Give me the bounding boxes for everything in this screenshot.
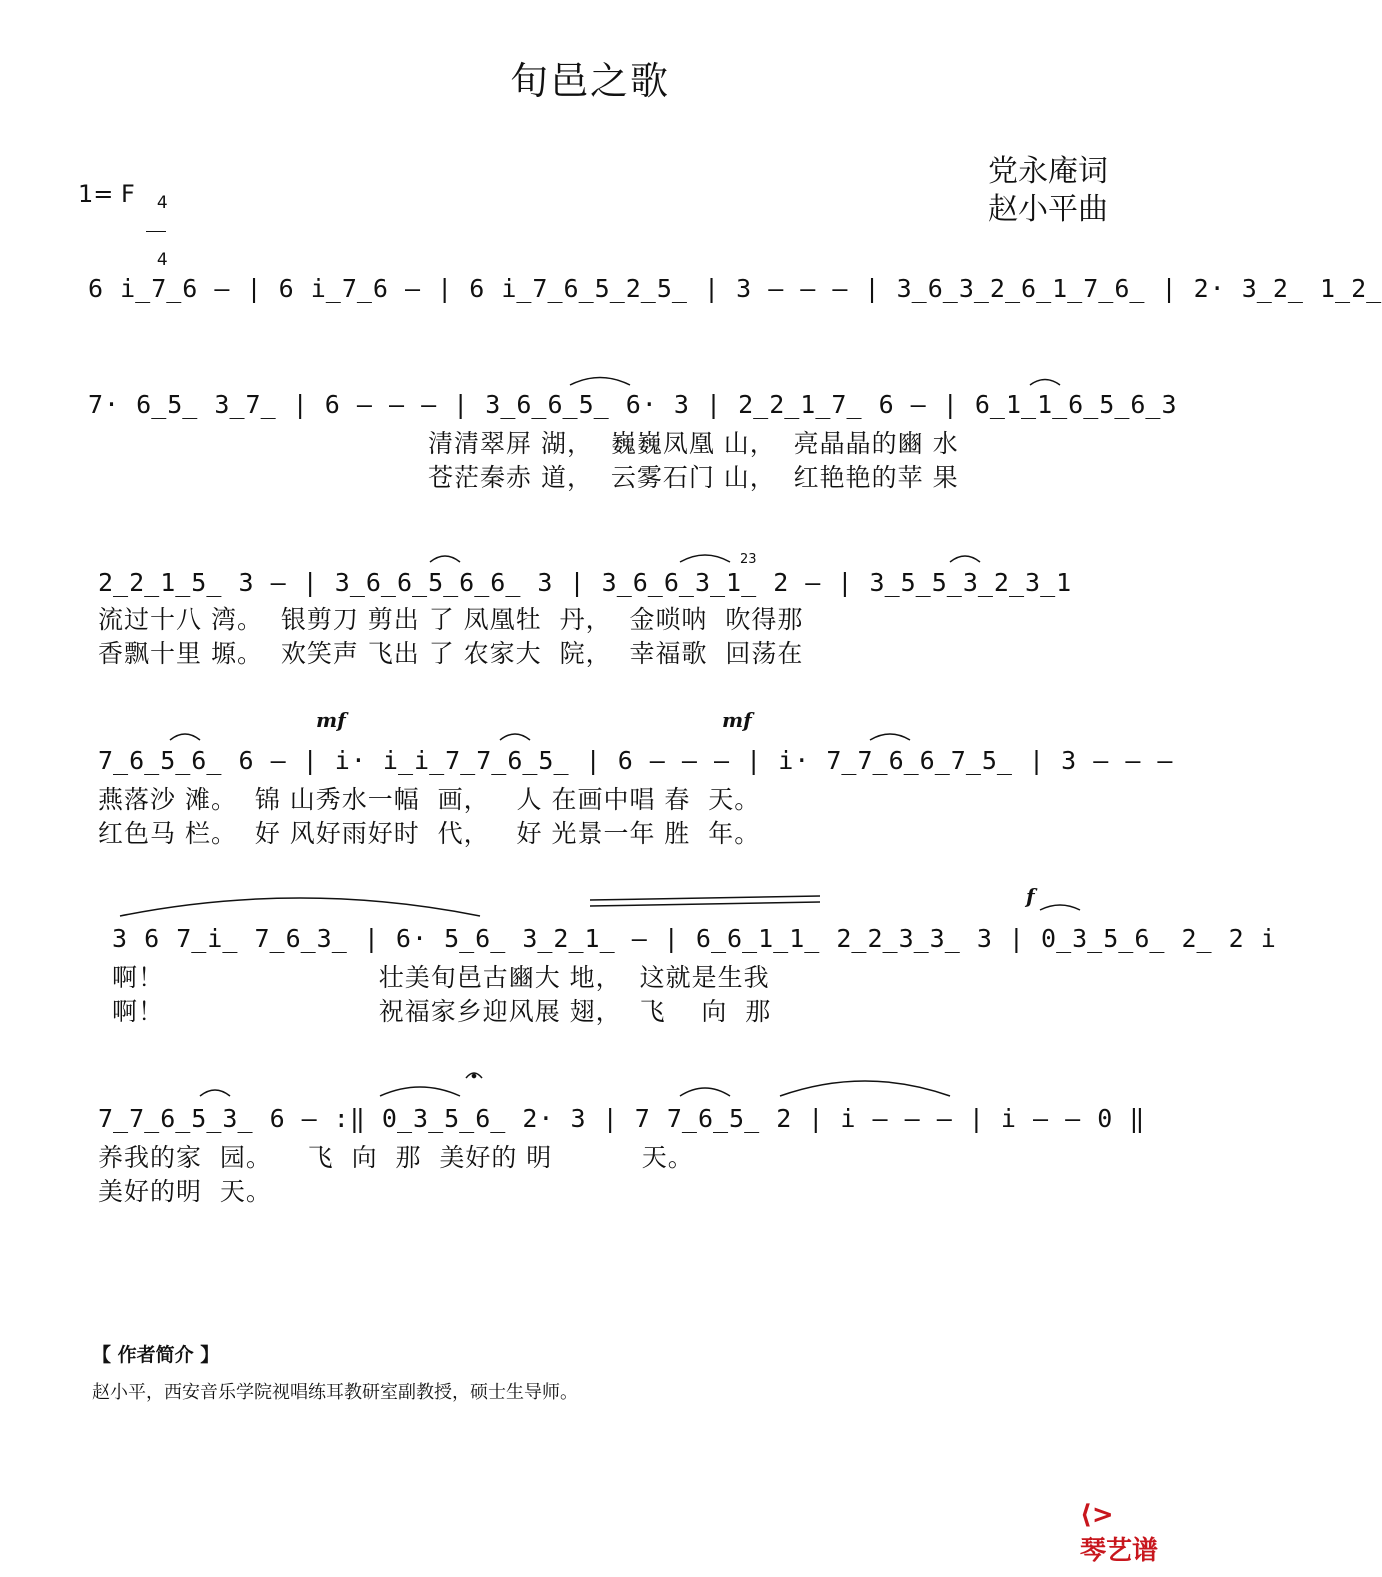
lyricist-credit: 党永庵词 bbox=[988, 154, 1108, 189]
key-signature: 1= F bbox=[78, 180, 135, 208]
lyric-line-4-verse-1: 燕落沙 滩。 锦 山秀水一幅 画， 人 在画中唱 春 天。 bbox=[98, 785, 761, 814]
bio-heading: 【 作者简介 】 bbox=[92, 1344, 220, 1366]
slur-9 bbox=[120, 898, 480, 916]
time-signature-bottom: 4 bbox=[156, 250, 168, 270]
slur-2 bbox=[1030, 380, 1060, 386]
bio-text: 赵小平，西安音乐学院视唱练耳教研室副教授，硕士生导师。 bbox=[92, 1382, 578, 1403]
lyric-line-5-verse-1: 啊！ 壮美旬邑古豳大 地， 这就是生我 bbox=[112, 963, 770, 992]
slur-8 bbox=[870, 734, 910, 740]
slur-6 bbox=[170, 734, 200, 740]
notation-line-2: 7· 6̲5̲ 3̲7̲ | 6 – – – | 3̲6̲6̲5̲ 6· 3 | 2̲2̲1̲7̲ 6 – | 6̲1̲1̲6̲5̲6̲3 bbox=[88, 390, 1178, 419]
lyric-line-6-verse-2: 美好的明 天。 bbox=[98, 1177, 272, 1206]
lyric-line-6-verse-1: 养我的家 园。 飞 向 那 美好的 明 天。 bbox=[98, 1143, 694, 1172]
slur-3 bbox=[430, 556, 460, 562]
dynamic-mark-1: mf bbox=[316, 708, 346, 732]
time-signature-top: 4 bbox=[156, 193, 168, 213]
lyric-line-4-verse-2: 红色马 栏。 好 风好雨好时 代， 好 光景一年 胜 年。 bbox=[98, 819, 761, 848]
slur-4 bbox=[680, 555, 730, 562]
fermata bbox=[466, 1073, 482, 1078]
slur-16 bbox=[780, 1081, 950, 1096]
notation-line-5: 3 6 7̲i̲ 7̲6̲3̲ | 6· 5̲6̲ 3̲2̲1̲ – | 6̲6̲1̲1̲ 2̲2̲3̲3̲ 3 | 0̲3̲5̲6̲ 2̲ 2 i bbox=[112, 924, 1277, 953]
slur-11 bbox=[590, 902, 820, 906]
lyric-line-3-verse-1: 流过十八 湾。 银剪刀 剪出 了 凤凰牡 丹， 金唢呐 吹得那 bbox=[98, 605, 804, 634]
slur-1 bbox=[570, 378, 630, 386]
watermark-logo bbox=[1062, 1470, 1158, 1567]
grace-note-marking: 23 bbox=[740, 552, 757, 567]
lyric-line-3-verse-2: 香飘十里 塬。 欢笑声 飞出 了 农家大 院， 幸福歌 回荡在 bbox=[98, 639, 804, 668]
slur-5 bbox=[950, 556, 980, 562]
lyric-line-2-verse-2: 苍茫秦赤 道， 云雾石门 山， 红艳艳的苹 果 bbox=[428, 463, 959, 492]
slur-14 bbox=[380, 1087, 460, 1096]
notation-line-4: 7̲6̲5̲6̲ 6 – | i· i̲i̲7̲7̲6̲5̲ | 6 – – – | i· 7̲7̲6̲6̲7̲5̲ | 3 – – – bbox=[98, 746, 1174, 775]
notation-line-6: 7̲7̲6̲5̲3̲ 6 – :‖ 0̲3̲5̲6̲ 2· 3 | 7 7̲6̲5̲ 2 | i – – – | i – – 0 ‖ bbox=[98, 1104, 1146, 1133]
dynamic-mark-2: mf bbox=[722, 708, 752, 732]
slur-12 bbox=[1040, 905, 1080, 910]
dynamic-mark-3: f bbox=[1026, 884, 1035, 908]
watermark-text: 琴艺谱 bbox=[1079, 1536, 1158, 1566]
slur-13 bbox=[200, 1090, 230, 1096]
slur-15 bbox=[680, 1088, 730, 1096]
lyric-line-2-verse-1: 清清翠屏 湖， 巍巍凤凰 山， 亮晶晶的豳 水 bbox=[428, 429, 959, 458]
lyric-line-5-verse-2: 啊！ 祝福家乡迎风展 翅， 飞 向 那 bbox=[112, 997, 772, 1026]
page-title: 旬邑之歌 bbox=[509, 59, 670, 103]
composer-credit: 赵小平曲 bbox=[988, 192, 1108, 227]
notation-line-1: 6 i̲7̲6 – | 6 i̲7̲6 – | 6 i̲7̲6̲5̲2̲5̲ | 3 – – – | 3̲6̲3̲2̲6̲1̲7̲6̲ | 2· 3̲2̲ 1̲2̲ bbox=[88, 274, 1382, 303]
watermark-mark-icon: ⟨> bbox=[1079, 1500, 1114, 1530]
slur-10 bbox=[590, 896, 820, 900]
notation-line-3: 2̲2̲1̲5̲ 3 – | 3̲6̲6̲5̲6̲6̲ 3 | 3̲6̲6̲3̲1̲ 2 – | 3̲5̲5̲3̲2̲3̲1 bbox=[98, 568, 1073, 597]
slur-7 bbox=[500, 734, 530, 740]
